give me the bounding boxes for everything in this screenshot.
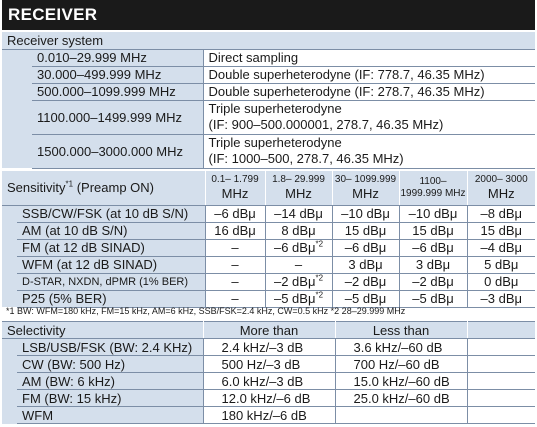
indent-cell xyxy=(2,49,32,168)
system-type: Double superheterodyne (IF: 278.7, 46.35 MHz) xyxy=(203,83,535,100)
freq-range: 1500.000–3000.000 MHz xyxy=(32,134,203,168)
sensitivity-value: 16 dBμ xyxy=(205,222,265,239)
table-row xyxy=(2,239,535,256)
column-header xyxy=(205,171,265,205)
sensitivity-value: –5 dBμ xyxy=(399,290,467,307)
sensitivity-value: 3 dBμ xyxy=(399,256,467,273)
column-header-unit: MHz xyxy=(487,186,515,202)
system-type xyxy=(203,100,535,134)
column-header: Less than xyxy=(335,322,467,339)
sensitivity-value: – xyxy=(205,239,265,256)
sensitivity-value: 15 dBμ xyxy=(467,222,535,239)
row-label: FM (at 12 dB SINAD) xyxy=(17,239,205,256)
footnote-mark: *2 xyxy=(315,273,324,283)
sensitivity-value: 15 dBμ xyxy=(399,222,467,239)
table-row xyxy=(2,407,535,424)
row-label: WFM (at 12 dB SINAD) xyxy=(17,256,205,273)
section-title: RECEIVER xyxy=(2,0,535,30)
table-row xyxy=(2,205,535,222)
sensitivity-value: 15 dBμ xyxy=(332,222,399,239)
row-label: AM (BW: 6 kHz) xyxy=(17,373,203,390)
row-label: WFM xyxy=(17,407,203,424)
indent-cell xyxy=(2,339,17,356)
sensitivity-value: –10 dBμ xyxy=(399,205,467,222)
sensitivity-value: –6 dBμ xyxy=(332,239,399,256)
system-line: Triple superheterodyne xyxy=(208,135,342,150)
table-row xyxy=(2,66,535,83)
indent-cell xyxy=(2,239,17,256)
freq-range: 1100.000–1499.999 MHz xyxy=(32,100,203,134)
sensitivity-value: –14 dBμ xyxy=(265,205,332,222)
sensitivity-value: –5 dBμ$^{*2}$ xyxy=(265,290,332,307)
sensitivity-value: –2 dBμ xyxy=(399,273,467,290)
table-row xyxy=(2,322,535,339)
row-label: AM (at 10 dB S/N) xyxy=(17,222,205,239)
indent-cell xyxy=(2,256,17,273)
table-row xyxy=(2,49,535,66)
table-row xyxy=(2,32,535,49)
sensitivity-value: 0 dBμ xyxy=(467,273,535,290)
column-header-range: 1100– xyxy=(419,175,447,187)
column-header-empty xyxy=(467,322,535,339)
row-label: LSB/USB/FSK (BW: 2.4 KHz) xyxy=(17,339,203,356)
table-row xyxy=(2,273,535,290)
column-header-range-2: 1999.999 MHz xyxy=(400,187,466,199)
sensitivity-value: 5 dBμ xyxy=(467,256,535,273)
sensitivity-heading-suffix: (Preamp ON) xyxy=(73,180,154,196)
column-header: More than xyxy=(203,322,335,339)
row-label: D-STAR, NXDN, dPMR (1% BER) xyxy=(17,273,205,290)
selectivity-more-value: 6.0 kHz/–3 dB xyxy=(203,373,335,390)
column-header-range: 1.8– 29.999 xyxy=(272,174,325,186)
sensitivity-value: –10 dBμ xyxy=(332,205,399,222)
selectivity-more-value: 180 kHz/–6 dB xyxy=(203,407,335,424)
indent-cell xyxy=(2,205,17,222)
receiver-system-heading: Receiver system xyxy=(2,32,535,49)
row-label: CW (BW: 500 Hz) xyxy=(17,356,203,373)
selectivity-more-value: 500 Hz/–3 dB xyxy=(203,356,335,373)
sensitivity-value: –2 dBμ$^{*2}$ xyxy=(265,273,332,290)
selectivity-less-value: 700 Hz/–60 dB xyxy=(335,356,467,373)
selectivity-less-value: 25.0 kHz/–60 dB xyxy=(335,390,467,407)
system-type xyxy=(203,134,535,168)
empty-cell xyxy=(467,356,535,373)
footnote-mark: *2 xyxy=(315,239,324,249)
sensitivity-value: –8 dBμ xyxy=(467,205,535,222)
row-label: FM (BW: 15 kHz) xyxy=(17,390,203,407)
sensitivity-value: –4 dBμ xyxy=(467,239,535,256)
table-row xyxy=(2,373,535,390)
selectivity-heading: Selectivity xyxy=(2,322,203,339)
table-row xyxy=(2,356,535,373)
empty-cell xyxy=(467,407,535,424)
sensitivity-value: –6 dBμ xyxy=(399,239,467,256)
column-header-unit: MHz xyxy=(221,186,249,202)
sensitivity-value: – xyxy=(205,256,265,273)
indent-cell xyxy=(2,390,17,407)
sensitivity-table xyxy=(2,171,535,308)
sensitivity-value: 3 dBμ xyxy=(332,256,399,273)
column-header xyxy=(265,171,332,205)
column-header-unit: MHz xyxy=(285,186,312,202)
footnote-mark: *2 xyxy=(315,290,324,300)
sensitivity-heading-text: Sensitivity xyxy=(7,180,66,196)
system-line: (IF: 900–500.000001, 278.7, 46.35 MHz) xyxy=(208,117,444,132)
system-line: Triple superheterodyne xyxy=(208,101,342,116)
indent-cell xyxy=(2,407,17,424)
indent-cell xyxy=(2,356,17,373)
column-header xyxy=(467,171,535,205)
sensitivity-value: –5 dBμ xyxy=(332,290,399,307)
table-row xyxy=(2,339,535,356)
column-header-unit: MHz xyxy=(352,186,379,202)
system-type: Direct sampling xyxy=(203,49,535,66)
sensitivity-value: –3 dBμ xyxy=(467,290,535,307)
sensitivity-value: –6 dBμ xyxy=(205,205,265,222)
selectivity-less-value xyxy=(335,407,467,424)
footnote-mark: *1 xyxy=(65,179,74,189)
empty-cell xyxy=(467,373,535,390)
sensitivity-value: –2 dBμ xyxy=(332,273,399,290)
receiver-system-table xyxy=(2,32,535,169)
system-line: (IF: 1000–500, 278.7, 46.35 MHz) xyxy=(208,151,404,166)
indent-cell xyxy=(2,222,17,239)
table-row xyxy=(2,390,535,407)
selectivity-more-value: 12.0 kHz/–6 dB xyxy=(203,390,335,407)
sensitivity-heading xyxy=(2,171,205,205)
selectivity-more-value: 2.4 kHz/–3 dB xyxy=(203,339,335,356)
freq-range: 500.000–1099.999 MHz xyxy=(32,83,203,100)
column-header-range: 2000– 3000 xyxy=(474,174,528,186)
row-label: SSB/CW/FSK (at 10 dB S/N) xyxy=(17,205,205,222)
selectivity-less-value: 3.6 kHz/–60 dB xyxy=(335,339,467,356)
column-header-range: 30– 1099.999 xyxy=(334,174,397,186)
sensitivity-value: –6 dBμ$^{*2}$ xyxy=(265,239,332,256)
table-row xyxy=(2,171,535,205)
table-row xyxy=(2,256,535,273)
system-type: Double superheterodyne (IF: 778.7, 46.35 MHz) xyxy=(203,66,535,83)
column-header xyxy=(332,171,399,205)
table-row xyxy=(2,100,535,134)
empty-cell xyxy=(467,390,535,407)
freq-range: 0.010–29.999 MHz xyxy=(32,49,203,66)
selectivity-table xyxy=(2,321,535,424)
column-header xyxy=(399,171,467,205)
empty-cell xyxy=(467,339,535,356)
freq-range: 30.000–499.999 MHz xyxy=(32,66,203,83)
indent-cell xyxy=(2,273,17,290)
row-label: P25 (5% BER) xyxy=(17,290,205,307)
table-row xyxy=(2,290,535,307)
table-row xyxy=(2,222,535,239)
table-row xyxy=(2,83,535,100)
sensitivity-value: – xyxy=(265,256,332,273)
sensitivity-value: – xyxy=(205,273,265,290)
selectivity-less-value: 15.0 kHz/–60 dB xyxy=(335,373,467,390)
table-row xyxy=(2,134,535,168)
sensitivity-value: 8 dBμ xyxy=(265,222,332,239)
sensitivity-value: – xyxy=(205,290,265,307)
column-header-range: 0.1– 1.799 xyxy=(211,174,259,186)
indent-cell xyxy=(2,290,17,307)
sensitivity-footnote: *1 BW: WFM=180 kHz, FM=15 kHz, AM=6 kHz, SSB/FSK=2.4 kHz, CW=0.5 kHz *2 28–29.999 MHz xyxy=(6,306,406,316)
indent-cell xyxy=(2,373,17,390)
